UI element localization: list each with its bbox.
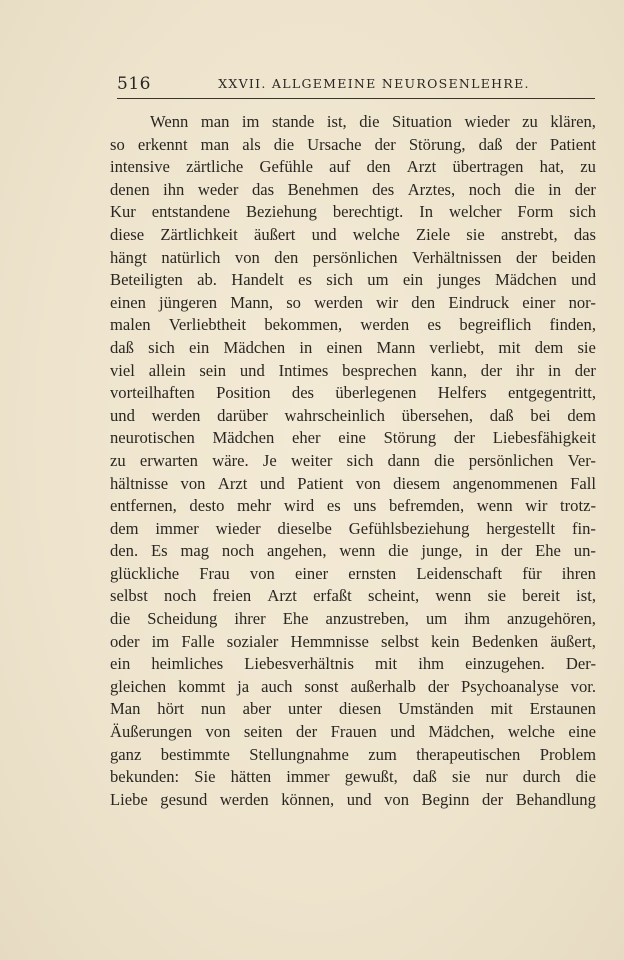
text-line: selbst noch freien Arzt erfaßt scheint, wenn sie bereit ist, (110, 586, 596, 606)
text-line: Man hört nun aber unter diesen Umständen mit Erstaunen (110, 699, 596, 719)
text-line: hältnisse von Arzt und Patient von diesem angenommenen Fall (110, 473, 596, 493)
text-line: diese Zärtlichkeit äußert und welche Ziele sie anstrebt, das (110, 224, 596, 244)
text-line: intensive zärtliche Gefühle auf den Arzt übertragen hat, zu (110, 157, 596, 177)
text-line: daß sich ein Mädchen in einen Mann verliebt, mit dem sie (110, 337, 596, 357)
text-line: dem immer wieder dieselbe Gefühlsbeziehung hergestellt fin- (110, 518, 596, 538)
text-line: entfernen, desto mehr wird es uns befremden, wenn wir trotz- (110, 496, 596, 516)
body-paragraph (110, 111, 596, 811)
text-line: vorteilhaften Position des überlegenen Helfers entgegentritt, (110, 383, 596, 403)
text-line: Äußerungen von seiten der Frauen und Mädchen, welche eine (110, 722, 596, 742)
page-number: 516 (117, 74, 151, 94)
text-line: glückliche Frau von einer ernsten Leidenschaft für ihren (110, 563, 596, 583)
text-line: oder im Falle sozialer Hemmnisse selbst kein Bedenken äußert, (110, 631, 596, 651)
text-line: und werden darüber wahrscheinlich übersehen, daß bei dem (110, 405, 596, 425)
text-line: gleichen kommt ja auch sonst außerhalb der Psychoanalyse vor. (110, 676, 596, 696)
page-header (117, 70, 595, 99)
text-line: die Scheidung ihrer Ehe anzustreben, um ihm anzugehören, (110, 609, 596, 629)
text-line: Wenn man im stande ist, die Situation wieder zu klären, (150, 112, 596, 131)
text-line: ein heimliches Liebesverhältnis mit ihm einzugehen. Der- (110, 654, 596, 674)
text-line: viel allein sein und Intimes besprechen kann, der ihr in der (110, 360, 596, 380)
text-line: zu erwarten wäre. Je weiter sich dann die persönlichen Ver- (110, 450, 596, 470)
text-line: denen ihn weder das Benehmen des Arztes, noch die in der (110, 179, 596, 199)
text-line: ganz bestimmte Stellungnahme zum therapeutischen Problem (110, 744, 596, 764)
text-line: den. Es mag noch angehen, wenn die junge, in der Ehe un- (110, 541, 596, 561)
text-line: einen jüngeren Mann, so werden wir den Eindruck einer nor- (110, 292, 596, 312)
running-head: XXVII. ALLGEMEINE NEUROSENLEHRE. (218, 76, 530, 91)
text-line: Liebe gesund werden können, und von Beginn der Behandlung (110, 789, 596, 809)
text-line: Beteiligten ab. Handelt es sich um ein junges Mädchen und (110, 270, 596, 290)
text-line: so erkennt man als die Ursache der Störung, daß der Patient (110, 134, 596, 154)
text-line: neurotischen Mädchen eher eine Störung der Liebesfähigkeit (110, 428, 596, 448)
text-line: malen Verliebtheit bekommen, werden es begreiflich finden, (110, 315, 596, 335)
text-line: bekunden: Sie hätten immer gewußt, daß sie nur durch die (110, 767, 596, 787)
text-line: hängt natürlich von den persönlichen Verhältnissen der beiden (110, 247, 596, 267)
text-line: Kur entstandene Beziehung berechtigt. In welcher Form sich (110, 202, 596, 222)
